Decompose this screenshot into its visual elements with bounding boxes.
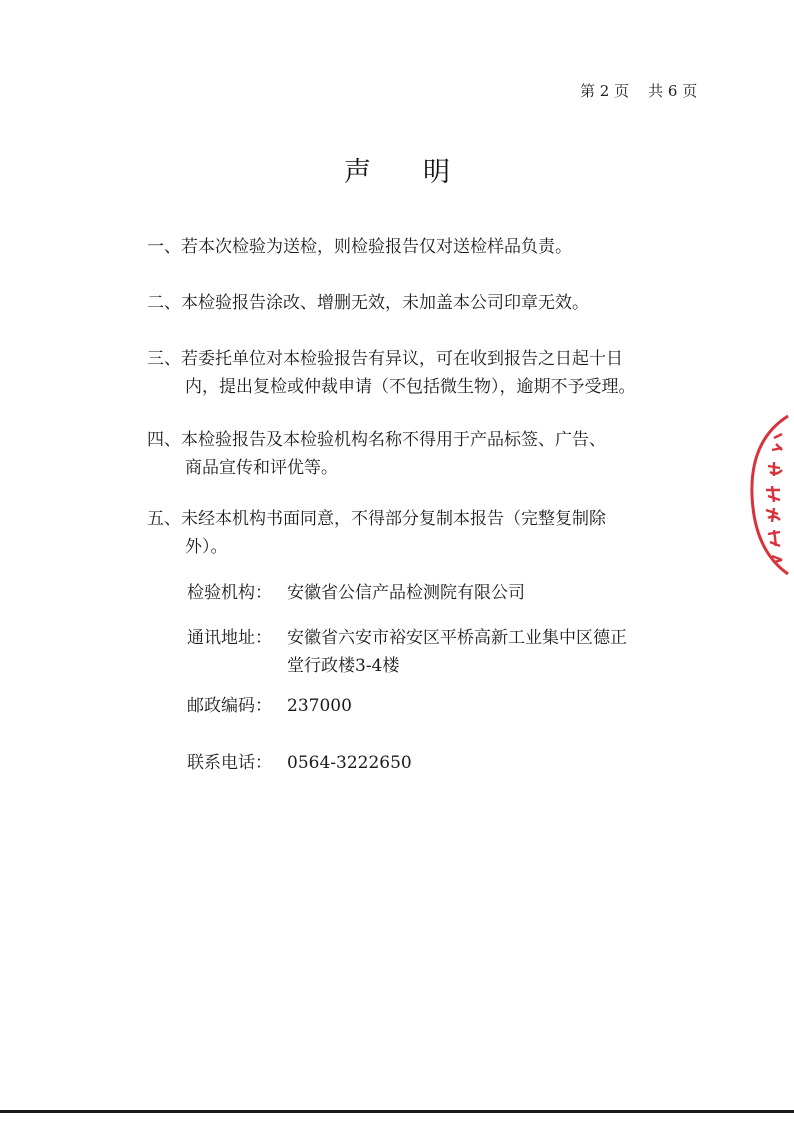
statement-number: 三、 <box>147 349 181 369</box>
statement-text: 本检验报告及本检验机构名称不得用于产品标签、广告、 <box>181 430 606 450</box>
phone-label: 联系电话： <box>187 753 272 773</box>
institution-label: 检验机构： <box>187 583 272 603</box>
page-number: 第 2 页 共 6 页 <box>580 82 698 100</box>
phone-value: 0564-3222650 <box>287 753 412 773</box>
statement-item-2 <box>147 289 719 317</box>
address-label: 通讯地址： <box>187 628 272 648</box>
address-line-2: 堂行政楼3-4楼 <box>287 656 400 676</box>
statement-text: 本检验报告涂改、增删无效，未加盖本公司印章无效。 <box>181 293 589 313</box>
postal-label: 邮政编码： <box>187 696 272 716</box>
statement-item-5 <box>147 505 719 561</box>
statement-number: 一、 <box>147 237 181 257</box>
statement-number: 五、 <box>147 509 181 529</box>
phone-row <box>187 749 687 777</box>
postal-row <box>187 692 687 720</box>
statement-text-continued: 商品宣传和评优等。 <box>185 458 338 478</box>
statement-text-continued: 外）。 <box>185 537 228 557</box>
statement-item-4 <box>147 426 719 482</box>
statement-number: 二、 <box>147 293 181 313</box>
bottom-border-line <box>0 1110 794 1113</box>
institution-row <box>187 579 687 607</box>
statement-text: 若委托单位对本检验报告有异议，可在收到报告之日起十日 <box>181 349 623 369</box>
statement-number: 四、 <box>147 430 181 450</box>
institution-value: 安徽省公信产品检测院有限公司 <box>287 583 525 603</box>
page-title: 声明 <box>344 157 502 188</box>
seal-stamp-icon <box>744 410 794 580</box>
statement-text: 未经本机构书面同意，不得部分复制本报告（完整复制除 <box>181 509 606 529</box>
postal-value: 237000 <box>287 696 352 716</box>
statement-text-continued: 内，提出复检或仲裁申请（不包括微生物），逾期不予受理。 <box>185 377 636 397</box>
address-row <box>187 624 687 680</box>
address-value <box>287 624 687 680</box>
address-line-1: 安徽省六安市裕安区平桥高新工业集中区德正 <box>287 628 627 648</box>
statement-text: 若本次检验为送检，则检验报告仅对送检样品负责。 <box>181 237 572 257</box>
statement-item-3 <box>147 345 719 401</box>
statement-item-1 <box>147 233 719 261</box>
company-seal-stamp <box>744 410 794 580</box>
